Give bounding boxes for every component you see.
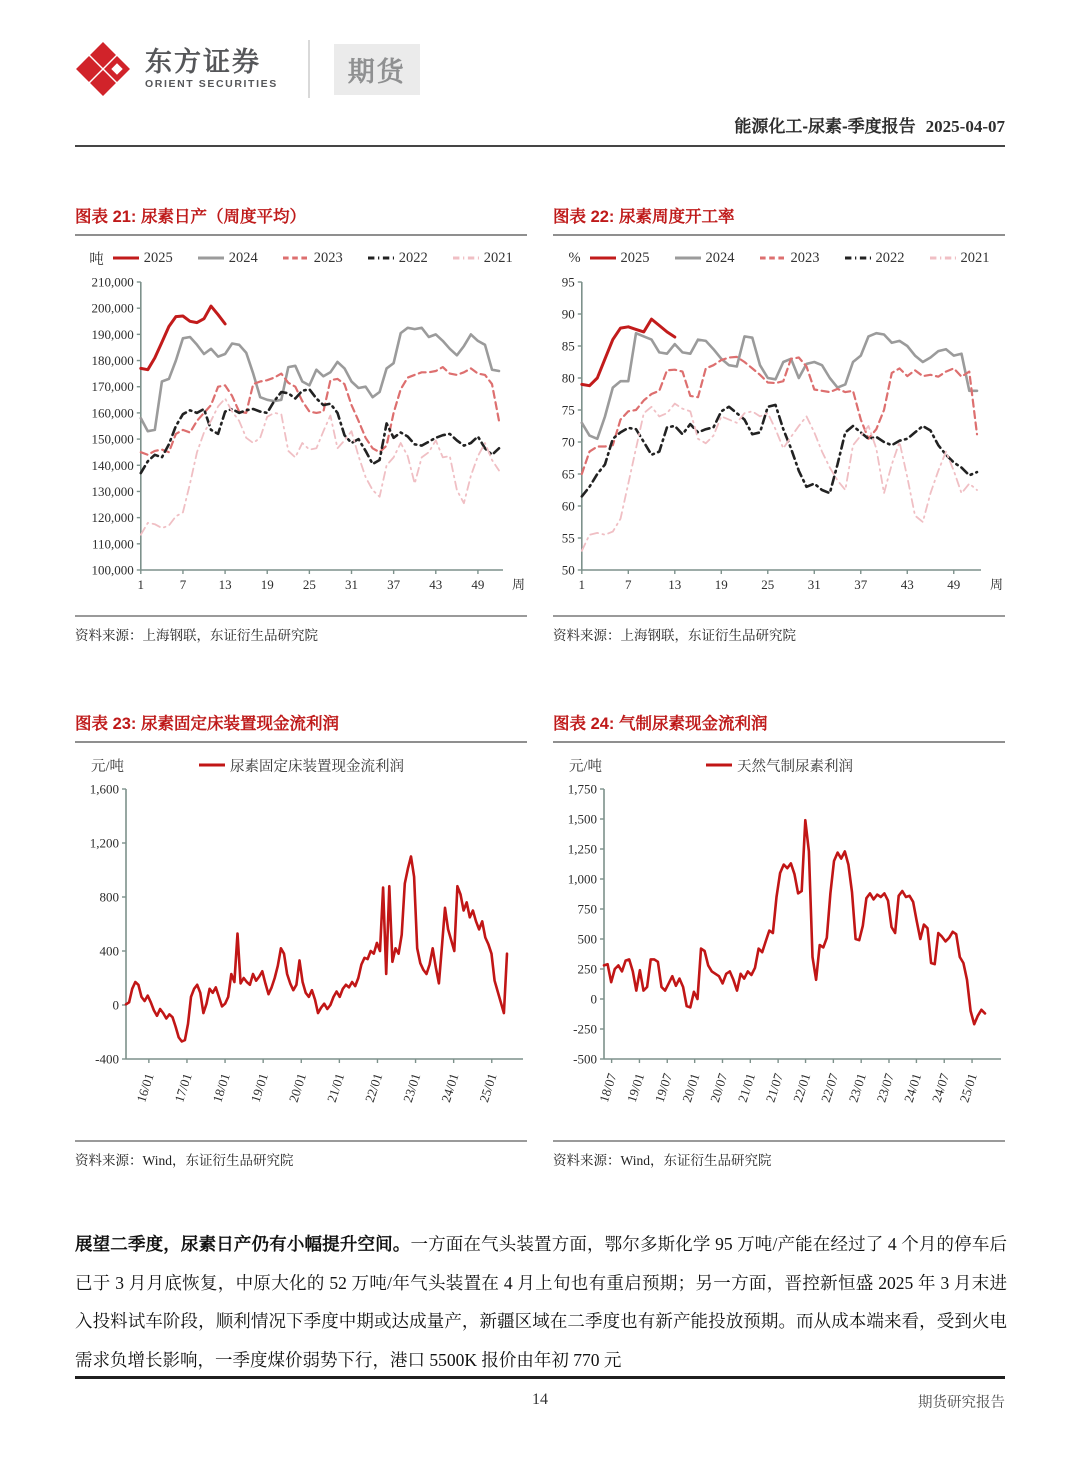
svg-text:160,000: 160,000	[91, 405, 134, 421]
legend-label: 2023	[790, 249, 820, 266]
footer-rule	[75, 1376, 1005, 1379]
series-2022	[141, 389, 499, 473]
source-rule	[75, 1140, 527, 1142]
svg-text:90: 90	[561, 306, 575, 322]
svg-text:24/07: 24/07	[928, 1071, 953, 1105]
svg-text:-500: -500	[573, 1051, 597, 1067]
source-rule	[75, 615, 527, 617]
svg-text:20/07: 20/07	[706, 1071, 731, 1105]
figure-24	[553, 710, 1005, 1169]
line-chart-svg	[75, 272, 527, 604]
legend-label: 2024	[705, 249, 735, 266]
svg-text:20/01: 20/01	[285, 1071, 310, 1105]
svg-text:22/01: 22/01	[361, 1071, 386, 1105]
body-rest-text: 一方面在气头装置方面，鄂尔多斯化学 95 万吨/产能在经过了 4 个月的停车后已于 3 月月底恢复，中原大化的 52 万吨/年气头装置在 4 月上旬也有重启预期；另一方面，晋控新恒盛 2025 年 3 月末进入投料试车阶段，顺利情况下季度中期或达成量产，新疆区域在二季度也有新产能投放预期。而从成本端来看，受到火电需求负增长影响，一季度煤价弱势下行，港口 5500K 报价由年初 770 元	[75, 1234, 1007, 1370]
svg-text:23/01: 23/01	[399, 1071, 424, 1105]
chart-source: 资料来源：上海钢联，东证衍生品研究院	[75, 628, 318, 643]
svg-text:7: 7	[179, 577, 187, 592]
legend-label: 2025	[620, 249, 650, 266]
svg-text:1,600: 1,600	[89, 781, 119, 797]
svg-text:24/01: 24/01	[438, 1071, 462, 1105]
legend-item-2022	[367, 250, 428, 267]
legend-item-2025	[589, 250, 650, 267]
svg-text:75: 75	[561, 402, 575, 418]
svg-text:43: 43	[429, 577, 443, 592]
report-header-line	[75, 112, 1005, 137]
title-rule	[75, 741, 527, 743]
header-rule	[75, 145, 1005, 147]
svg-text:21/01: 21/01	[323, 1071, 348, 1105]
legend-item-天然气制尿素利润	[705, 755, 853, 776]
svg-text:130,000: 130,000	[91, 483, 134, 499]
figure-22	[553, 203, 1005, 644]
brand-text	[145, 48, 278, 90]
chart-title: 图表 24: 气制尿素现金流利润	[553, 715, 768, 733]
legend-swatch	[367, 254, 395, 262]
legend-item-2024	[674, 250, 735, 267]
svg-text:49: 49	[471, 577, 485, 592]
chart-unit-label: %	[568, 249, 581, 266]
series-2021	[141, 399, 499, 535]
header-brand	[75, 36, 1005, 102]
svg-text:25: 25	[761, 577, 775, 592]
chart-legend	[553, 244, 1005, 272]
svg-text:1: 1	[578, 577, 586, 592]
svg-text:95: 95	[561, 274, 575, 290]
report-date: 2025-04-07	[925, 117, 1005, 136]
legend-label: 尿素固定床装置现金流利润	[230, 758, 404, 775]
body-lead-sentence: 展望二季度，尿素日产仍有小幅提升空间。	[75, 1234, 411, 1254]
svg-text:400: 400	[99, 943, 119, 959]
svg-text:1: 1	[137, 577, 145, 592]
chart-title: 图表 22: 尿素周度开工率	[553, 208, 735, 226]
chart-legend	[75, 244, 527, 272]
body-paragraph	[75, 1225, 1007, 1379]
svg-text:18/01: 18/01	[209, 1071, 233, 1105]
series-尿素固定床装置现金流利润	[126, 857, 507, 1042]
svg-text:31: 31	[345, 577, 359, 592]
legend-item-2021	[452, 250, 513, 267]
legend-items	[112, 250, 513, 267]
svg-text:25/01: 25/01	[476, 1071, 500, 1105]
svg-text:500: 500	[577, 931, 597, 947]
legend-label: 2025	[143, 249, 173, 266]
legend-swatch	[759, 254, 787, 262]
chart-source: 资料来源：上海钢联，东证衍生品研究院	[553, 628, 796, 643]
footer-report-type: 期货研究报告	[918, 1395, 1005, 1411]
brand-tag-futures: 期货	[334, 44, 420, 95]
legend-items	[589, 250, 990, 267]
svg-text:22/07: 22/07	[817, 1071, 842, 1105]
svg-text:25: 25	[302, 577, 316, 592]
chart-legend	[75, 751, 527, 779]
legend-item-2023	[282, 250, 343, 267]
svg-text:800: 800	[99, 889, 119, 905]
svg-text:-250: -250	[573, 1021, 597, 1037]
svg-text:31: 31	[807, 577, 821, 592]
svg-text:180,000: 180,000	[91, 353, 134, 369]
legend-swatch	[674, 254, 702, 262]
figure-21	[75, 203, 527, 644]
line-chart	[553, 272, 1005, 609]
svg-text:70: 70	[561, 434, 575, 450]
legend-swatch	[705, 761, 733, 769]
svg-text:7: 7	[625, 577, 632, 592]
legend-swatch	[282, 254, 310, 262]
svg-text:200,000: 200,000	[91, 300, 134, 316]
svg-text:19: 19	[260, 577, 274, 592]
series-2022	[582, 405, 977, 497]
footer-row	[75, 1391, 1005, 1415]
legend-item-2022	[844, 250, 905, 267]
svg-text:22/01: 22/01	[789, 1071, 814, 1105]
legend-label: 2024	[228, 249, 258, 266]
svg-text:120,000: 120,000	[91, 510, 134, 526]
chart-source: 资料来源：Wind，东证衍生品研究院	[553, 1153, 772, 1168]
svg-text:19/01: 19/01	[247, 1071, 272, 1105]
line-chart	[75, 779, 527, 1134]
svg-text:210,000: 210,000	[91, 274, 134, 290]
legend-item-2025	[112, 250, 173, 267]
svg-text:110,000: 110,000	[92, 536, 134, 552]
legend-swatch	[452, 254, 480, 262]
chart-unit-label: 元/吨	[91, 759, 125, 775]
svg-text:37: 37	[387, 577, 401, 592]
title-rule	[75, 234, 527, 236]
chart-legend	[553, 751, 1005, 779]
svg-text:18/07: 18/07	[596, 1071, 620, 1105]
svg-text:85: 85	[561, 338, 575, 354]
svg-text:21/01: 21/01	[734, 1071, 759, 1105]
svg-text:150,000: 150,000	[91, 431, 134, 447]
chart-source: 资料来源：Wind，东证衍生品研究院	[75, 1153, 294, 1168]
brand-divider	[308, 40, 310, 98]
title-rule	[553, 234, 1005, 236]
svg-text:60: 60	[561, 498, 575, 514]
svg-text:23/07: 23/07	[873, 1071, 897, 1105]
legend-swatch	[198, 761, 226, 769]
svg-text:65: 65	[561, 466, 575, 482]
svg-text:23/01: 23/01	[845, 1071, 870, 1105]
legend-swatch	[589, 254, 617, 262]
figure-23	[75, 710, 527, 1169]
line-chart	[553, 779, 1005, 1134]
orient-securities-logo-icon	[75, 41, 131, 97]
svg-text:13: 13	[668, 577, 682, 592]
report-category: 能源化工-尿素-季度报告	[734, 117, 916, 136]
svg-text:170,000: 170,000	[91, 379, 134, 395]
legend-label: 2022	[398, 249, 428, 266]
svg-text:1,500: 1,500	[567, 811, 597, 827]
legend-item-2021	[929, 250, 990, 267]
legend-swatch	[844, 254, 872, 262]
source-rule	[553, 1140, 1005, 1142]
svg-text:43: 43	[900, 577, 914, 592]
svg-text:0: 0	[112, 997, 119, 1013]
legend-items	[198, 755, 404, 776]
chart-title: 图表 21: 尿素日产（周度平均）	[75, 208, 307, 226]
legend-swatch	[929, 254, 957, 262]
svg-text:1,250: 1,250	[567, 841, 597, 857]
svg-text:周: 周	[989, 577, 1003, 592]
legend-label: 2022	[875, 249, 905, 266]
svg-text:190,000: 190,000	[91, 326, 134, 342]
legend-swatch	[112, 254, 140, 262]
line-chart	[75, 272, 527, 609]
page-number: 14	[532, 1391, 548, 1408]
svg-text:24/01: 24/01	[900, 1071, 925, 1105]
svg-text:0: 0	[590, 991, 597, 1007]
svg-text:750: 750	[577, 901, 597, 917]
series-天然气制尿素利润	[604, 820, 985, 1024]
brand-name-en: ORIENT SECURITIES	[145, 78, 278, 91]
svg-text:20/01: 20/01	[679, 1071, 703, 1105]
svg-text:1,750: 1,750	[567, 781, 597, 797]
line-chart-svg	[553, 272, 1005, 604]
chart-unit-label: 吨	[89, 251, 104, 268]
svg-text:80: 80	[561, 370, 575, 386]
series-2024	[141, 328, 499, 431]
legend-items	[705, 755, 853, 776]
svg-text:21/07: 21/07	[762, 1071, 786, 1105]
svg-text:1,000: 1,000	[567, 871, 597, 887]
svg-text:250: 250	[577, 961, 597, 977]
svg-text:25/01: 25/01	[956, 1071, 980, 1105]
svg-text:19/07: 19/07	[651, 1071, 676, 1105]
legend-item-尿素固定床装置现金流利润	[198, 755, 404, 776]
svg-text:周: 周	[511, 577, 525, 592]
svg-text:19: 19	[714, 577, 728, 592]
chart-title: 图表 23: 尿素固定床装置现金流利润	[75, 715, 340, 733]
legend-item-2024	[197, 250, 258, 267]
legend-label: 2021	[960, 249, 990, 266]
chart-unit-label: 元/吨	[569, 759, 603, 775]
svg-text:13: 13	[218, 577, 232, 592]
series-2021	[582, 404, 977, 551]
svg-text:1,200: 1,200	[89, 835, 119, 851]
svg-text:-400: -400	[95, 1051, 119, 1067]
line-chart-svg	[553, 779, 1005, 1129]
svg-text:37: 37	[854, 577, 868, 592]
charts-grid	[75, 203, 1005, 1169]
line-chart-svg	[75, 779, 527, 1129]
page-footer	[75, 1376, 1005, 1415]
svg-text:16/01: 16/01	[133, 1071, 157, 1105]
legend-label: 2021	[483, 249, 513, 266]
svg-text:55: 55	[561, 530, 575, 546]
svg-text:100,000: 100,000	[91, 562, 134, 578]
legend-label: 天然气制尿素利润	[737, 758, 853, 775]
svg-text:140,000: 140,000	[91, 457, 134, 473]
brand-name-cn: 东方证券	[145, 46, 261, 77]
legend-item-2023	[759, 250, 820, 267]
title-rule	[553, 741, 1005, 743]
svg-text:17/01: 17/01	[171, 1071, 195, 1105]
svg-text:49: 49	[947, 577, 961, 592]
svg-text:19/01: 19/01	[623, 1071, 648, 1105]
legend-swatch	[197, 254, 225, 262]
svg-text:50: 50	[561, 562, 575, 578]
source-rule	[553, 615, 1005, 617]
legend-label: 2023	[313, 249, 343, 266]
